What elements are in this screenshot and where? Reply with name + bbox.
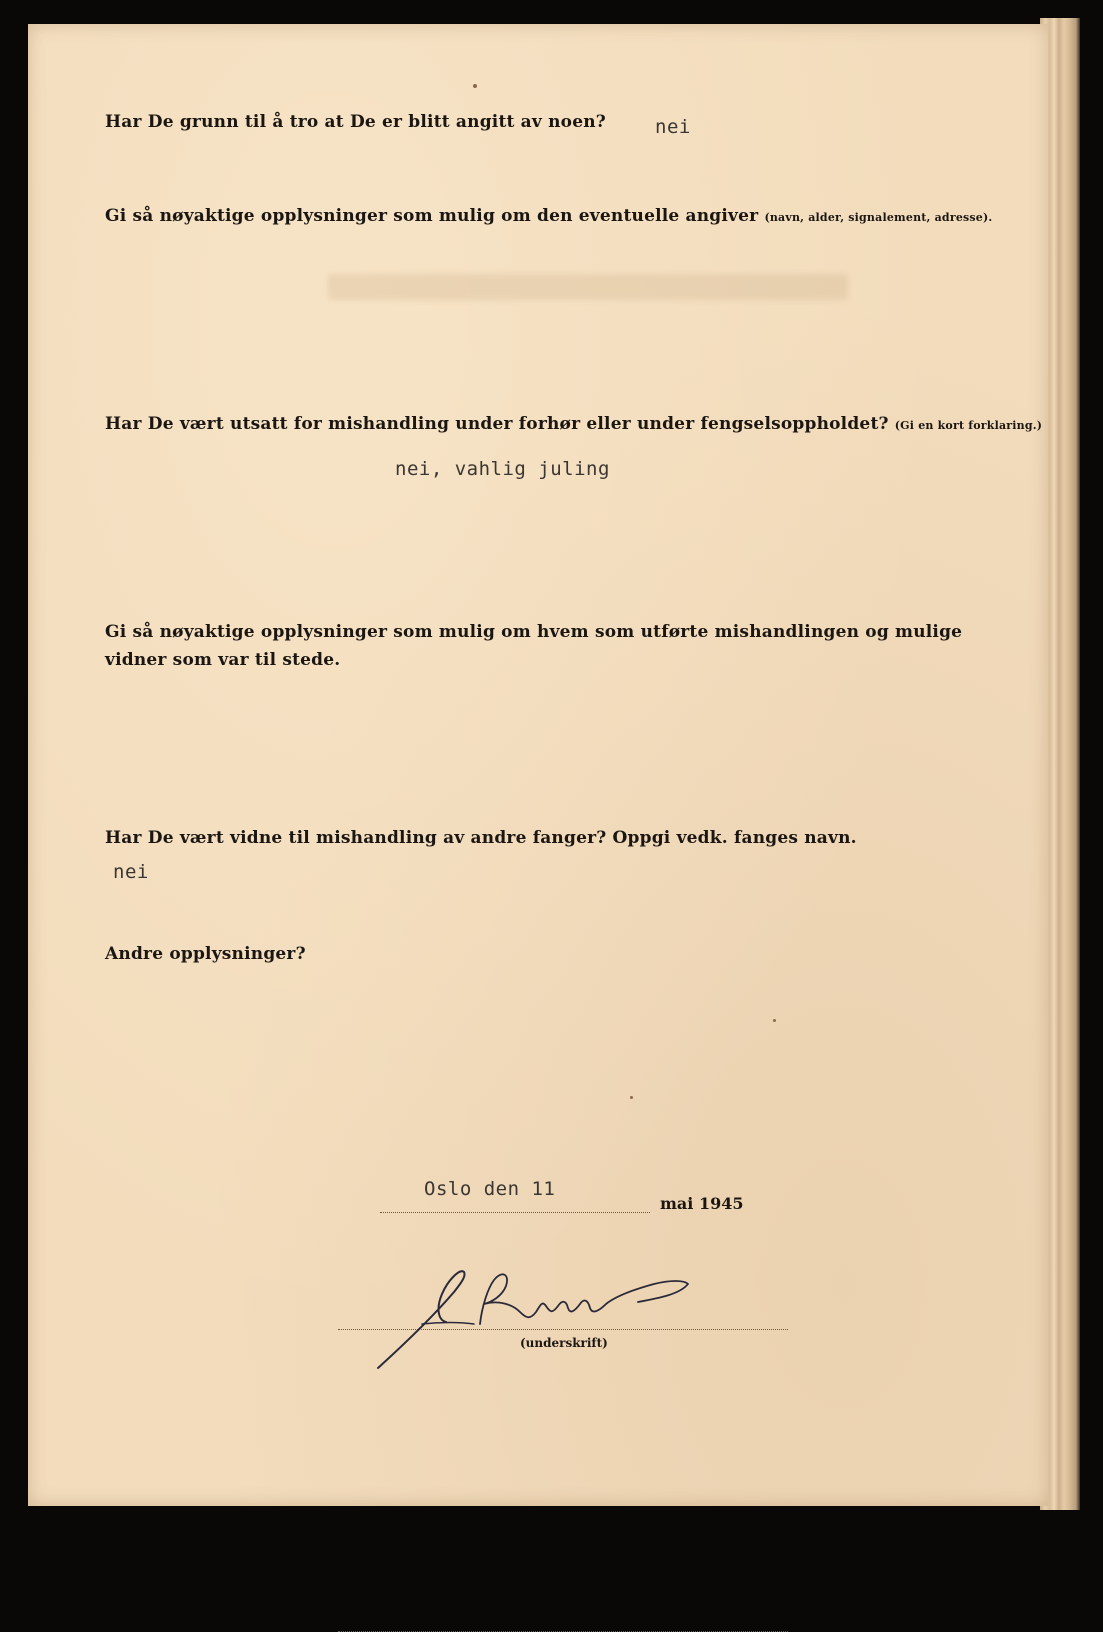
question-informer-text: Gi så nøyaktige opplysninger som mulig om den eventuelle angiver	[105, 206, 759, 226]
paper-speck	[473, 84, 477, 88]
question-informer-details	[105, 206, 992, 226]
question-denounced: Har De grunn til å tro at De er blitt angitt av noen?	[105, 112, 606, 132]
bleed-through-heading	[328, 274, 848, 300]
question-perpetrators-witnesses: Gi så nøyaktige opplysninger som mulig om hvem som utførte mishandlingen og mulige vidner som var til stede.	[105, 622, 963, 670]
answer-denounced: nei	[655, 116, 691, 138]
paper-speck	[630, 1096, 633, 1099]
question-mistreatment	[105, 414, 1042, 434]
question-mistreatment-note: (Gi en kort forklaring.)	[894, 419, 1043, 432]
question-other-info: Andre opplysninger?	[105, 944, 306, 964]
paper-speck	[773, 1019, 776, 1022]
signature-label: (underskrift)	[520, 1336, 608, 1350]
question-informer-note: (navn, alder, signalement, adresse).	[764, 211, 993, 224]
date-dotted-line	[380, 1212, 650, 1213]
handwritten-signature	[370, 1250, 710, 1380]
date-month-year: mai 1945	[660, 1194, 744, 1213]
question-mistreatment-text: Har De vært utsatt for mishandling under forhør eller under fengselsoppholdet?	[105, 414, 889, 434]
question-witness-to-others: Har De vært vidne til mishandling av andre fanger? Oppgi vedk. fanges navn.	[105, 828, 857, 848]
place-date-typed: Oslo den 11	[424, 1178, 556, 1200]
answer-mistreatment: nei, vahlig juling	[395, 458, 610, 480]
answer-witness-to-others: nei	[113, 861, 149, 883]
